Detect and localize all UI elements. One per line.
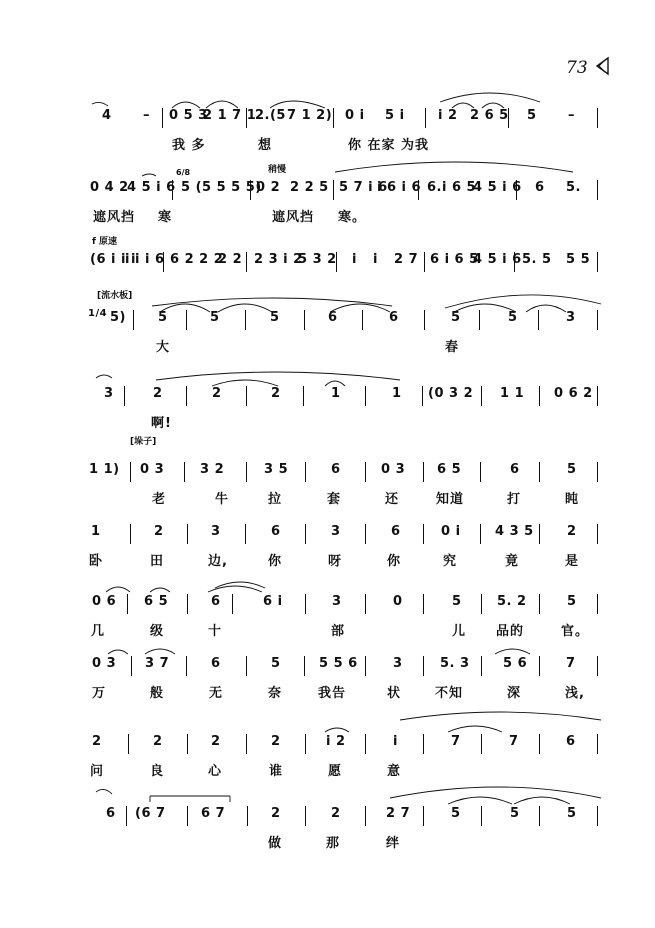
note-group: 2 xyxy=(212,386,222,401)
lyric: 边, xyxy=(208,554,228,569)
note-group: 5 5 6 xyxy=(319,656,358,671)
note-group: 4 5 i 6 xyxy=(127,180,176,195)
note-group: 5 i xyxy=(385,108,405,123)
note-group: 3 xyxy=(332,594,342,609)
lyric: 几 xyxy=(91,624,106,639)
note-group: 3 xyxy=(331,524,341,539)
note-group: 6 xyxy=(211,656,221,671)
lyric: 老 xyxy=(152,492,167,507)
barline xyxy=(365,462,366,482)
note-group: i xyxy=(352,252,357,267)
barline xyxy=(246,252,247,272)
note-group: 2.(5 xyxy=(255,108,286,123)
note-group: 6 xyxy=(331,462,341,477)
lyric: 竟 xyxy=(505,554,520,569)
barline xyxy=(539,462,540,482)
tempo-mark: 稍慢 xyxy=(268,165,287,175)
note-group: 5. xyxy=(566,180,581,195)
note-group: i xyxy=(373,252,378,267)
note-group: 6 i xyxy=(263,594,283,609)
lyric: 还 xyxy=(385,492,400,507)
barline xyxy=(128,734,129,754)
barline xyxy=(423,594,424,614)
barline xyxy=(305,806,306,826)
note-group: 4 5 i 6 xyxy=(473,252,522,267)
note-group: 6 xyxy=(510,462,520,477)
barline xyxy=(186,310,187,330)
lyric: 级 xyxy=(150,624,165,639)
note-group: 2 7 xyxy=(386,806,411,821)
note-group: 2 2 5 xyxy=(290,180,329,195)
section-label: [垛子] xyxy=(130,437,157,447)
lyric: 我 多 xyxy=(172,138,206,153)
barline xyxy=(131,656,132,676)
note-group: 3 xyxy=(211,524,221,539)
note-group: 0 4 2 xyxy=(90,180,129,195)
note-group: i 2 xyxy=(326,734,346,749)
barline xyxy=(365,594,366,614)
note-group: 7 1 2) xyxy=(287,108,333,123)
lyric: 儿 xyxy=(452,624,467,639)
barline xyxy=(333,180,334,200)
note-group: 5 xyxy=(158,310,168,325)
note-group: 4 3 5 xyxy=(495,524,534,539)
barline xyxy=(362,310,363,330)
note-group: 2 1 7 1 xyxy=(203,108,257,123)
barline xyxy=(365,656,366,676)
note-group: 5. 3 xyxy=(440,656,470,671)
barline xyxy=(481,806,482,826)
barline xyxy=(597,594,598,614)
lyric: 品的 xyxy=(496,624,525,639)
note-group: 0 3 xyxy=(140,462,165,477)
note-group: 6 5 xyxy=(437,462,462,477)
note-group: 2 6 5 xyxy=(470,108,509,123)
barline xyxy=(127,594,128,614)
barline xyxy=(365,386,366,406)
note-group: i 6 i 6 xyxy=(377,180,422,195)
barline xyxy=(423,524,424,544)
barline xyxy=(539,734,540,754)
barline xyxy=(423,734,424,754)
barline xyxy=(424,310,425,330)
barline xyxy=(539,656,540,676)
barline xyxy=(597,252,598,272)
lyric: 啊! xyxy=(151,416,172,431)
note-group: 5) xyxy=(110,310,126,325)
note-group: 0 6 xyxy=(92,594,117,609)
lyric: 心 xyxy=(208,764,223,779)
lyric: 盹 xyxy=(565,492,580,507)
note-group: i i i 6 xyxy=(125,252,165,267)
lyric: 打 xyxy=(507,492,522,507)
note-group: 1 xyxy=(331,386,341,401)
note-group: 5 xyxy=(270,310,280,325)
note-group: 5 xyxy=(210,310,220,325)
note-group: 5 7 i 6 xyxy=(339,180,388,195)
note-group: 7 xyxy=(509,734,519,749)
barline xyxy=(187,806,188,826)
lyric: 浅, xyxy=(565,686,585,701)
lyric: 深 xyxy=(507,686,522,701)
lyric: 愿 xyxy=(328,764,343,779)
barline xyxy=(172,180,173,200)
barline xyxy=(480,462,481,482)
meter-mark: 6/8 xyxy=(176,168,191,177)
lyric: 遮风挡 xyxy=(272,210,315,225)
barline xyxy=(480,524,481,544)
barline xyxy=(422,386,423,406)
lyric: 是 xyxy=(565,554,580,569)
lyric: 问 xyxy=(90,764,105,779)
note-group: 3 xyxy=(566,310,576,325)
lyric: 意 xyxy=(387,764,402,779)
barline xyxy=(305,524,306,544)
note-group: 2 xyxy=(92,734,102,749)
note-group: 7 xyxy=(451,734,461,749)
note-group: 0 xyxy=(393,594,403,609)
note-group: 5 xyxy=(271,656,281,671)
barline xyxy=(304,310,305,330)
note-group: 6 2 2 2 xyxy=(170,252,224,267)
note-group: 3 5 xyxy=(264,462,289,477)
lyric: 那 xyxy=(326,836,341,851)
barline xyxy=(246,462,247,482)
barline xyxy=(126,806,127,826)
note-group: 1 xyxy=(392,386,402,401)
barline xyxy=(423,462,424,482)
barline xyxy=(186,386,187,406)
barline xyxy=(539,386,540,406)
lyric: 万 xyxy=(92,686,107,701)
note-group: 0 6 2 xyxy=(554,386,593,401)
note-group: 6.i 6 5 xyxy=(427,180,477,195)
note-group: 5 xyxy=(567,462,577,477)
lyric: 做 xyxy=(268,836,283,851)
barline xyxy=(246,386,247,406)
barline xyxy=(246,734,247,754)
lyric: 春 xyxy=(445,340,460,355)
note-group: 6 xyxy=(391,524,401,539)
section-label: [流水板] xyxy=(97,291,133,301)
barline xyxy=(232,594,233,614)
lyric: 你 xyxy=(387,554,402,569)
lyric: 你 在家 为我 xyxy=(348,138,430,153)
note-group: 5 xyxy=(452,594,462,609)
note-group: 6 xyxy=(328,310,338,325)
barline xyxy=(481,656,482,676)
barline xyxy=(303,386,304,406)
lyric: 大 xyxy=(156,340,171,355)
barline xyxy=(481,386,482,406)
note-group: 5 xyxy=(567,806,577,821)
lyric: 绊 xyxy=(386,836,401,851)
note-group: 1 xyxy=(91,524,101,539)
note-group: (6 i i i xyxy=(90,252,136,267)
barline xyxy=(481,734,482,754)
note-group: 6 xyxy=(211,594,221,609)
barline xyxy=(423,806,424,826)
barline xyxy=(597,386,598,406)
lyric: 田 xyxy=(150,554,165,569)
lyric: 遮风挡 xyxy=(93,210,136,225)
barline xyxy=(424,252,425,272)
note-group: 3 7 xyxy=(145,656,170,671)
barline xyxy=(539,806,540,826)
lyric: 寒。 xyxy=(338,210,367,225)
note-group: i xyxy=(393,734,398,749)
barline xyxy=(597,656,598,676)
barline xyxy=(184,462,185,482)
note-group: 5 6 xyxy=(503,656,528,671)
barline xyxy=(539,524,540,544)
note-group: 5 (5 5 5 5) xyxy=(181,180,262,195)
barline xyxy=(365,524,366,544)
note-group: 2 xyxy=(154,524,164,539)
note-group: 5 xyxy=(451,806,461,821)
barline xyxy=(245,524,246,544)
note-group: 5 xyxy=(567,594,577,609)
note-group: 0 5 3 xyxy=(169,108,208,123)
barline xyxy=(187,524,188,544)
note-group: 5. 5 xyxy=(522,252,552,267)
barline xyxy=(246,656,247,676)
barline xyxy=(539,594,540,614)
barline xyxy=(163,252,164,272)
lyric: 究 xyxy=(443,554,458,569)
note-group: 2 xyxy=(211,734,221,749)
note-group: 2 xyxy=(153,386,163,401)
barline xyxy=(133,310,134,330)
barline xyxy=(130,462,131,482)
lyric: 谁 xyxy=(269,764,284,779)
barline xyxy=(304,656,305,676)
dynamic-tempo-mark: f 原速 xyxy=(92,237,118,247)
note-group: 5 xyxy=(527,108,537,123)
note-group: 4 5 i 6 xyxy=(473,180,522,195)
note-group: 0 3 xyxy=(92,656,117,671)
barline xyxy=(187,734,188,754)
note-group: – xyxy=(143,108,150,123)
note-group: 5 3 2 xyxy=(298,252,337,267)
barline xyxy=(425,108,426,128)
note-group: 1 1 xyxy=(500,386,525,401)
note-group: 6 i 6 5 xyxy=(430,252,479,267)
note-group: 5 xyxy=(508,310,518,325)
note-group: 2 7 xyxy=(394,252,419,267)
barline xyxy=(538,310,539,330)
barline xyxy=(516,180,517,200)
lyric: 十 xyxy=(208,624,223,639)
lyric: 想 xyxy=(258,138,273,153)
note-group: 7 xyxy=(566,656,576,671)
lyric: 知道 xyxy=(436,492,465,507)
note-group: 5 xyxy=(451,310,461,325)
note-group: 1 1) xyxy=(89,462,120,477)
note-group: 2 3 i 2 xyxy=(254,252,303,267)
lyric: 套 xyxy=(327,492,342,507)
barline xyxy=(305,462,306,482)
lyric: 拉 xyxy=(268,492,283,507)
barline xyxy=(333,108,334,128)
lyric: 卧 xyxy=(89,554,104,569)
note-group: 0 i xyxy=(441,524,461,539)
note-group: 2 xyxy=(153,734,163,749)
barline xyxy=(418,180,419,200)
barline xyxy=(305,594,306,614)
barline xyxy=(514,252,515,272)
note-group: 6 7 xyxy=(201,806,226,821)
note-group: 6 xyxy=(271,524,281,539)
note-group: 3 xyxy=(104,386,114,401)
note-group: 4 xyxy=(102,108,112,123)
barline xyxy=(247,806,248,826)
barline xyxy=(365,806,366,826)
lyric: 般 xyxy=(150,686,165,701)
note-group: 2 xyxy=(331,806,341,821)
note-group: 0 i xyxy=(345,108,365,123)
note-group: 2 xyxy=(271,386,281,401)
barline xyxy=(508,108,509,128)
note-group: 5. 2 xyxy=(497,594,527,609)
barline xyxy=(479,310,480,330)
note-group: – xyxy=(568,108,575,123)
note-group: 6 xyxy=(389,310,399,325)
lyric: 我告 xyxy=(318,686,347,701)
barline xyxy=(305,734,306,754)
page-number: 73 xyxy=(566,58,588,78)
lyric: 牛 xyxy=(215,492,230,507)
corner-ornament-icon xyxy=(594,56,610,76)
lyric: 不知 xyxy=(435,686,464,701)
barline xyxy=(246,108,247,128)
barline xyxy=(187,594,188,614)
note-group: i 2 xyxy=(438,108,458,123)
note-group: 2 xyxy=(567,524,577,539)
barline xyxy=(481,594,482,614)
lyric: 状 xyxy=(387,686,402,701)
barline xyxy=(597,310,598,330)
barline xyxy=(597,524,598,544)
note-group: 3 2 xyxy=(200,462,225,477)
note-group: 6 5 xyxy=(144,594,169,609)
note-group: 0 2 xyxy=(256,180,281,195)
barline xyxy=(597,108,598,128)
lyric: 你 xyxy=(268,554,283,569)
barline xyxy=(245,310,246,330)
barline xyxy=(130,524,131,544)
barline xyxy=(162,108,163,128)
note-group: 6 xyxy=(106,806,116,821)
barline xyxy=(597,462,598,482)
lyric: 官。 xyxy=(561,624,590,639)
lyric: 呀 xyxy=(328,554,343,569)
note-group: 2 xyxy=(271,806,281,821)
note-group: 6 xyxy=(535,180,545,195)
note-group: 0 3 xyxy=(381,462,406,477)
note-group: 3 xyxy=(393,656,403,671)
barline xyxy=(124,386,125,406)
note-group: (6 7 xyxy=(135,806,166,821)
barline xyxy=(186,656,187,676)
lyric: 奈 xyxy=(268,686,283,701)
lyric: 寒 xyxy=(158,210,173,225)
barline xyxy=(597,180,598,200)
lyric: 无 xyxy=(209,686,224,701)
barline xyxy=(336,252,337,272)
barline xyxy=(597,806,598,826)
note-group: 2 xyxy=(271,734,281,749)
barline xyxy=(365,734,366,754)
lyric: 部 xyxy=(331,624,346,639)
note-group: 6 xyxy=(566,734,576,749)
note-group: 2 2 xyxy=(218,252,243,267)
meter-mark: 1/4 xyxy=(88,308,108,319)
barline xyxy=(250,180,251,200)
barline xyxy=(597,734,598,754)
note-group: 5 5 xyxy=(566,252,591,267)
lyric: 良 xyxy=(150,764,165,779)
barline xyxy=(423,656,424,676)
note-group: 5 xyxy=(510,806,520,821)
note-group: (0 3 2 xyxy=(428,386,474,401)
